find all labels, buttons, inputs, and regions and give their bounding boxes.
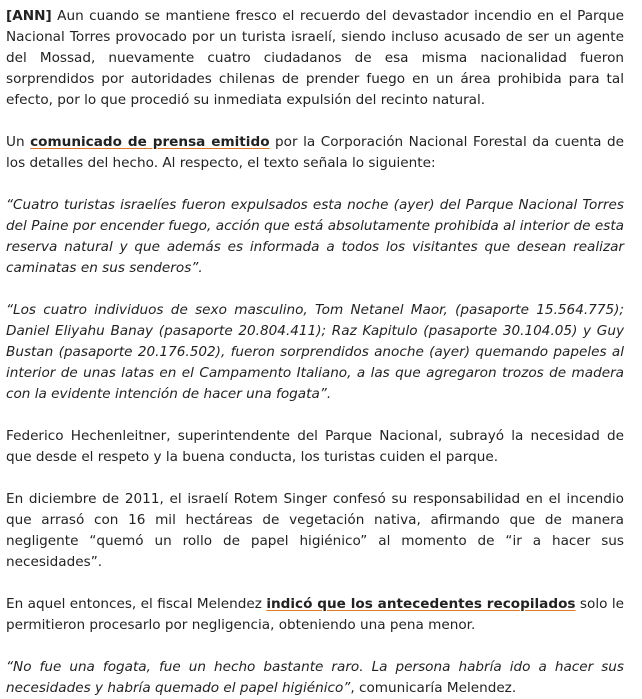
- intro-text: Aun cuando se mantiene fresco el recuerdo del devastador incendio en el Parque Nacional Torres provocado por un turista israelí, siendo incluso acusado de ser un agente del Mossad, nuevamente cuatro ciudadanos de esa misma nacionalidad fueron sorprendidos por autoridades chilenas de prender fuego en un área prohibida para tal efecto, por lo que procedió su inmediata expulsión del recinto natural.: [6, 8, 624, 108]
- prosecutor-text-after: solo le permitieron procesarlo por negligencia, obteniendo una pena menor.: [6, 596, 624, 633]
- press-release-text-after: por la Corporación Nacional Forestal da cuenta de los detalles del hecho. Al respecto, el texto señala lo siguiente:: [6, 134, 624, 171]
- press-release-text-before: Un: [6, 134, 31, 150]
- prosecutor-text-before: En aquel entonces, el fiscal Melendez: [6, 596, 267, 612]
- paragraph-intro: [6, 6, 624, 111]
- paragraph-superintendent: Federico Hechenleitner, superintendente del Parque Nacional, subrayó la necesidad de que desde el respeto y la buena conducta, los turistas cuiden el parque.: [6, 428, 624, 465]
- paragraph-press-release: [6, 132, 624, 174]
- paragraph-2011-fire: En diciembre de 2011, el israelí Rotem Singer confesó su responsabilidad en el incendio que arrasó con 16 mil hectáreas de vegetación nativa, afirmando que de manera negligente “quemó un rollo de papel higiénico” al momento de “ir a hacer sus necesidades”.: [6, 491, 624, 570]
- melendez-quote: “No fue una fogata, fue un hecho bastante raro. La persona habría ido a hacer sus necesidades y habría quemado el papel higiénico”: [6, 659, 624, 696]
- paragraph-melendez-quote: [6, 657, 624, 699]
- paragraph-prosecutor: [6, 594, 624, 636]
- press-release-link[interactable]: comunicado de prensa emitido: [30, 134, 270, 150]
- melendez-attribution: , comunicaría Melendez.: [350, 680, 517, 696]
- quote-expulsion: “Cuatro turistas israelíes fueron expulsados esta noche (ayer) del Parque Nacional Torres del Paine por encender fuego, acción que está absolutamente prohibida al interior de esta reserva natural y que además es informada a todos los visitantes que desean realizar caminatas en sus senderos”.: [6, 197, 624, 276]
- antecedents-link[interactable]: indicó que los antecedentes recopilados: [266, 596, 576, 612]
- quote-individuals: “Los cuatro individuos de sexo masculino, Tom Netanel Maor, (pasaporte 15.564.775); Daniel Eliyahu Banay (pasaporte 20.804.411); Raz Kapitulo (pasaporte 30.104.05) y Guy Bustan (pasaporte 20.176.502), fueron sorprendidos anoche (ayer) quemando papeles al interior de unas latas en el Campamento Italiano, a las que agregaron trozos de madera con la evidente intención de hacer una fogata”.: [6, 302, 624, 402]
- source-tag: [ANN]: [6, 8, 52, 24]
